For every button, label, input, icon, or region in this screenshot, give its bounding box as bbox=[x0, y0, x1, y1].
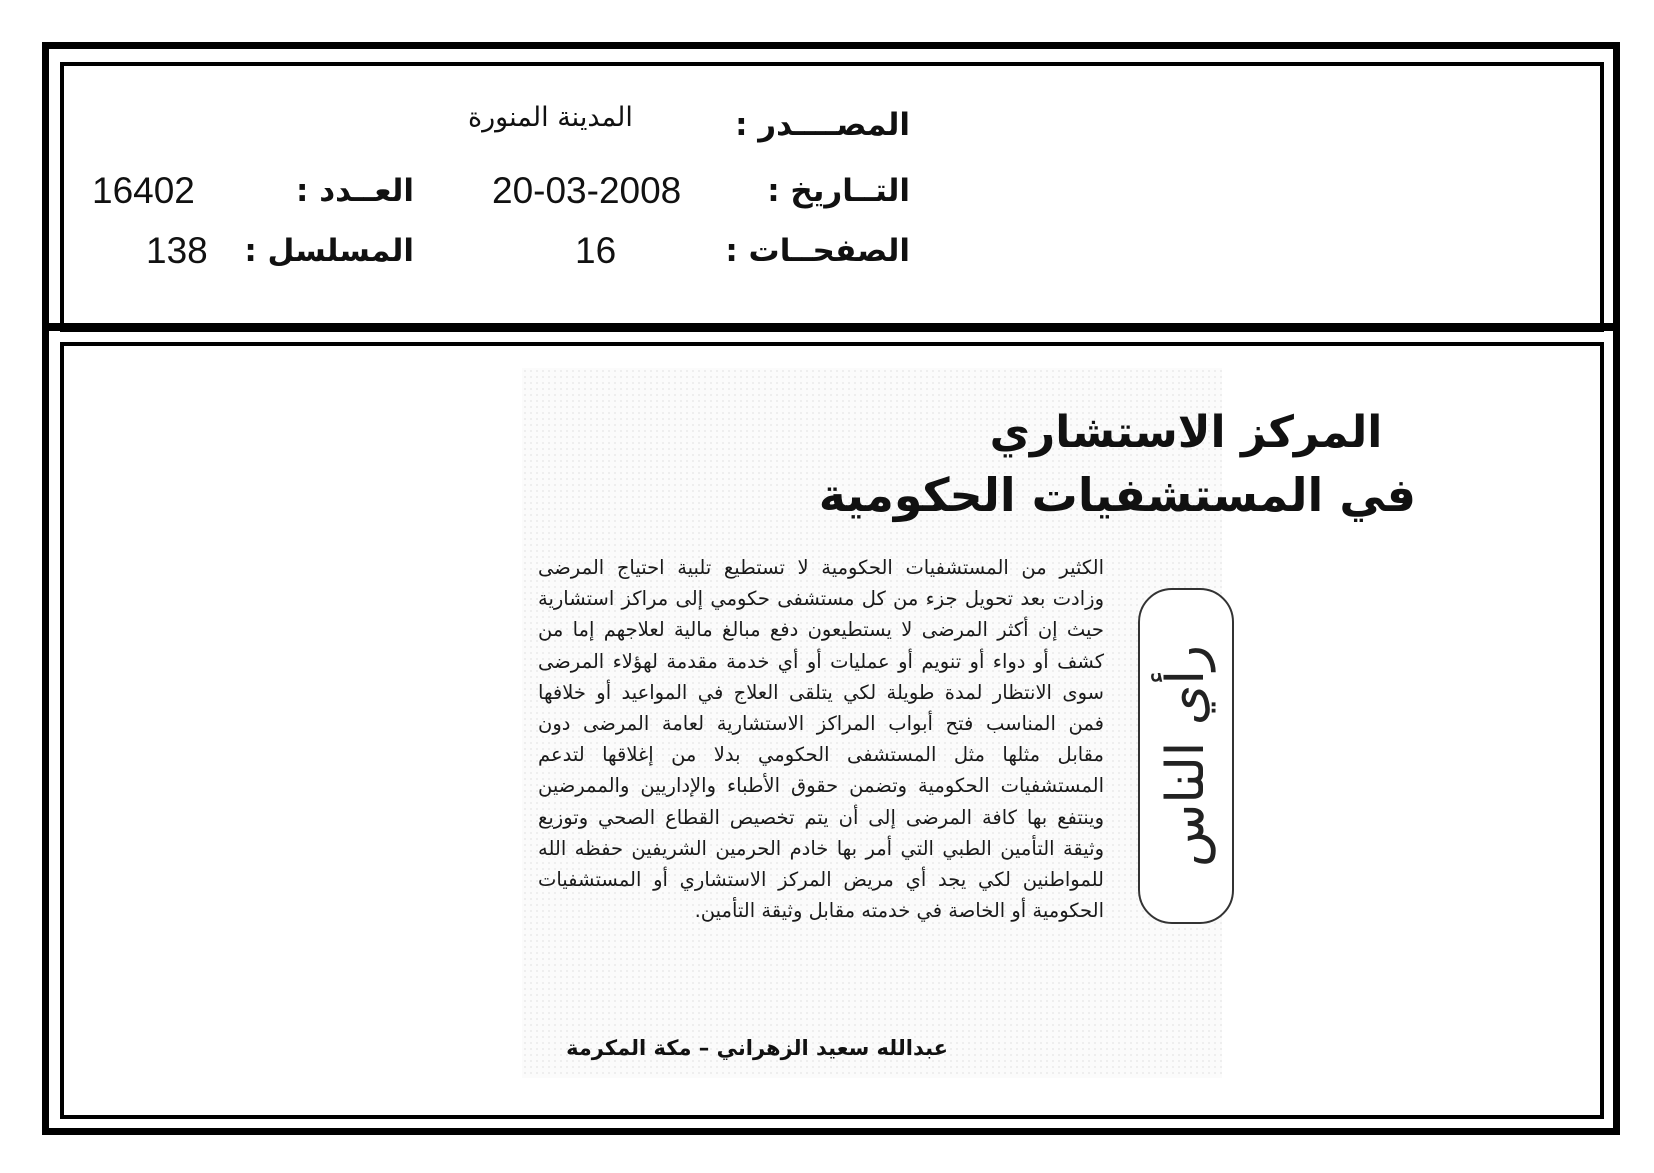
serial-label: المسلسل : bbox=[244, 233, 414, 269]
pages-label: الصفحــات : bbox=[725, 233, 910, 269]
header-separator bbox=[42, 323, 1620, 331]
headline-line-2: في المستشفيات الحكومية bbox=[818, 468, 1416, 522]
serial-value: 138 bbox=[146, 230, 208, 271]
source-value: المدينة المنورة bbox=[468, 102, 633, 133]
column-logo bbox=[1138, 588, 1234, 924]
issue-label: العــدد : bbox=[296, 173, 414, 209]
article-author: عبدالله سعيد الزهراني – مكة المكرمة bbox=[566, 1036, 948, 1060]
headline-line-1: المركز الاستشاري bbox=[989, 407, 1383, 458]
article-body: الكثير من المستشفيات الحكومية لا تستطيع تلبية احتياج المرضى وزادت بعد تحويل جزء من كل مستشفى حكومي إلى مراكز استشارية حيث إن أكثر المرضى لا يستطيعون دفع مبالغ مالية لعلاجهم إما من كشف أو دواء أو تنويم أو عمليات أو أي خدمة مقدمة لهؤلاء المرضى سوى الانتظار لمدة طويلة لكي يتلقى العلاج في المواعيد أو خلافها فمن المناسب فتح أبواب المراكز الاستشارية لعامة المرضى دون مقابل مثلها مثل المستشفى الحكومي بدلا من إغلاقها لتدعم المستشفيات الحكومية وتضمن حقوق الأطباء والإداريين والممرضين وينتفع بها كافة المرضى إلى أن يتم تخصيص القطاع الصحي وتوزيع وثيقة التأمين الطبي التي أمر بها خادم الحرمين الشريفين حفظه الله للمواطنين لكي يجد أي مريض المركز الاستشاري أو المستشفيات الحكومية أو الخاصة في خدمته مقابل وثيقة التأمين. bbox=[538, 556, 1104, 923]
date-value: 20-03-2008 bbox=[492, 170, 682, 211]
issue-value: 16402 bbox=[92, 170, 195, 211]
date-label: التــاريخ : bbox=[767, 173, 910, 209]
pages-value: 16 bbox=[575, 230, 617, 271]
source-label: المصــــدر : bbox=[735, 107, 910, 143]
column-logo-text: رأي الناس bbox=[1156, 644, 1216, 868]
